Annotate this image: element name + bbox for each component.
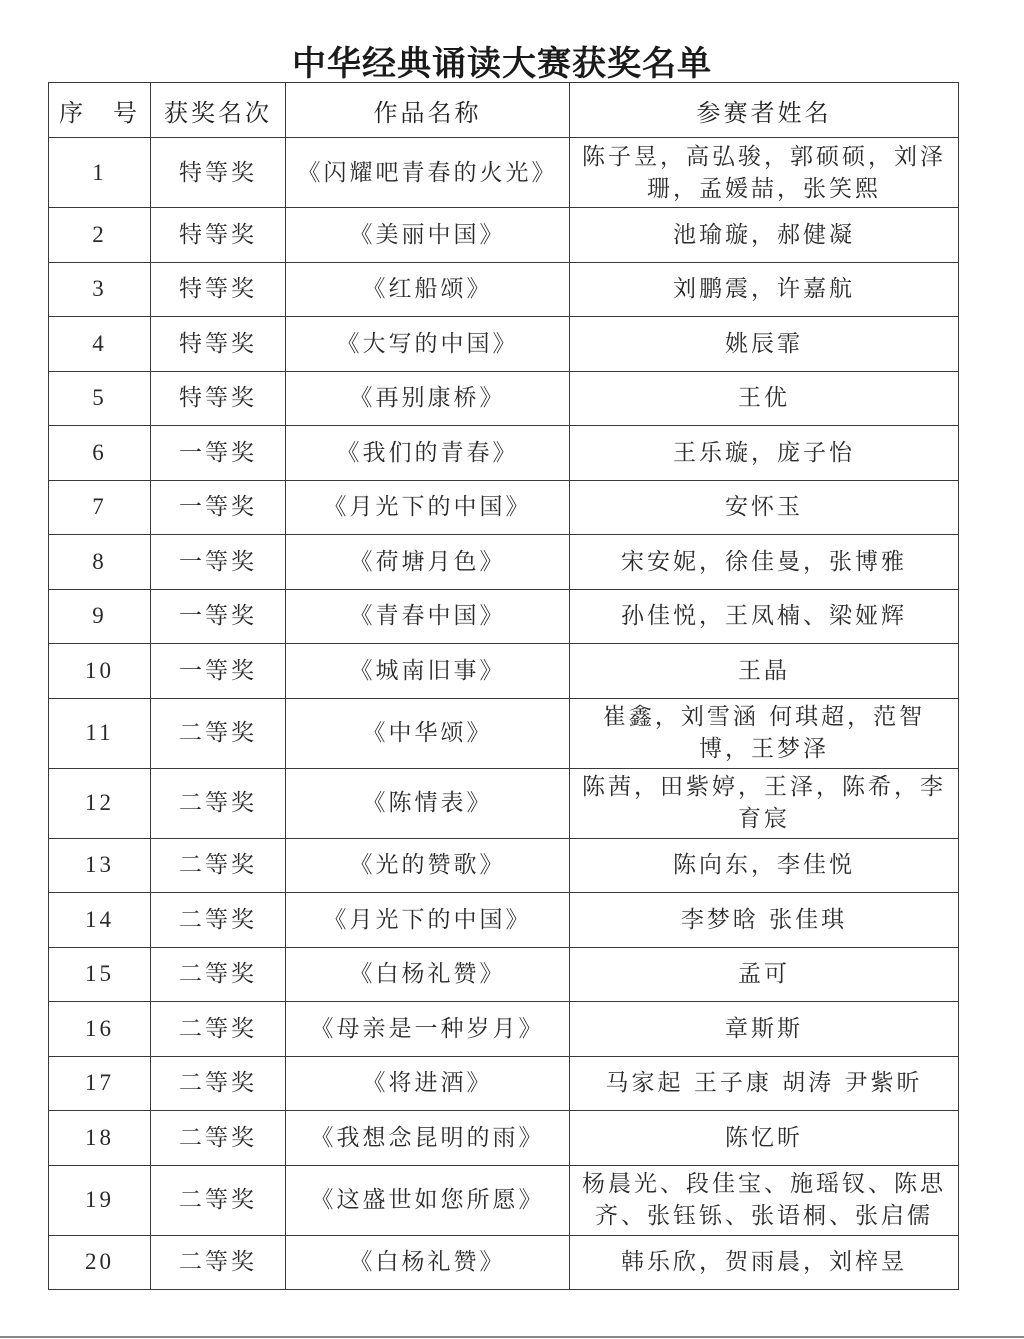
row-work-title: 《荷塘月色》 xyxy=(286,535,570,590)
row-work-title: 《我想念昆明的雨》 xyxy=(286,1111,570,1166)
header-number: 序 号 xyxy=(49,83,151,138)
row-participants: 李梦晗 张佳琪 xyxy=(570,893,959,948)
row-rank: 一等奖 xyxy=(151,535,286,590)
table-row xyxy=(49,138,959,208)
row-work-title: 《光的赞歌》 xyxy=(286,838,570,893)
row-work-title: 《陈情表》 xyxy=(286,768,570,838)
row-work-title: 《白杨礼赞》 xyxy=(286,1235,570,1290)
table-row xyxy=(49,1165,959,1235)
table-row xyxy=(49,838,959,893)
row-rank: 一等奖 xyxy=(151,426,286,481)
row-rank: 二等奖 xyxy=(151,1111,286,1166)
row-work-title: 《城南旧事》 xyxy=(286,644,570,699)
table-row xyxy=(49,262,959,317)
row-number: 12 xyxy=(49,768,151,838)
row-rank: 一等奖 xyxy=(151,644,286,699)
row-rank: 二等奖 xyxy=(151,1235,286,1290)
row-work-title: 《母亲是一种岁月》 xyxy=(286,1002,570,1057)
row-participants: 孟可 xyxy=(570,947,959,1002)
row-work-title: 《我们的青春》 xyxy=(286,426,570,481)
row-work-title: 《红船颂》 xyxy=(286,262,570,317)
row-number: 3 xyxy=(49,262,151,317)
row-participants: 陈向东，李佳悦 xyxy=(570,838,959,893)
row-work-title: 《月光下的中国》 xyxy=(286,893,570,948)
header-work-title: 作品名称 xyxy=(286,83,570,138)
row-number: 6 xyxy=(49,426,151,481)
table-row xyxy=(49,1002,959,1057)
row-work-title: 《闪耀吧青春的火光》 xyxy=(286,138,570,208)
row-number: 10 xyxy=(49,644,151,699)
table-row xyxy=(49,426,959,481)
row-participants: 陈忆昕 xyxy=(570,1111,959,1166)
row-work-title: 《中华颂》 xyxy=(286,698,570,768)
table-row xyxy=(49,1056,959,1111)
row-participants: 安怀玉 xyxy=(570,480,959,535)
row-rank: 二等奖 xyxy=(151,838,286,893)
row-participants: 孙佳悦，王凤楠、梁娅辉 xyxy=(570,589,959,644)
row-participants: 池瑜璇，郝健凝 xyxy=(570,208,959,263)
table-header-row xyxy=(49,83,959,138)
row-rank: 一等奖 xyxy=(151,589,286,644)
row-participants: 陈子昱，高弘骏，郭硕硕，刘泽珊，孟媛喆，张笑熙 xyxy=(570,138,959,208)
row-participants: 韩乐欣，贺雨晨，刘梓昱 xyxy=(570,1235,959,1290)
table-row xyxy=(49,480,959,535)
row-number: 11 xyxy=(49,698,151,768)
row-rank: 二等奖 xyxy=(151,698,286,768)
row-number: 16 xyxy=(49,1002,151,1057)
row-participants: 马家起 王子康 胡涛 尹紫昕 xyxy=(570,1056,959,1111)
row-participants: 刘鹏震，许嘉航 xyxy=(570,262,959,317)
table-row xyxy=(49,317,959,372)
page-bottom-border xyxy=(0,1336,1024,1338)
row-number: 14 xyxy=(49,893,151,948)
row-number: 20 xyxy=(49,1235,151,1290)
page-title: 中华经典诵读大赛获奖名单 xyxy=(292,44,712,84)
row-number: 8 xyxy=(49,535,151,590)
table-row xyxy=(49,698,959,768)
row-work-title: 《大写的中国》 xyxy=(286,317,570,372)
row-rank: 二等奖 xyxy=(151,893,286,948)
row-rank: 二等奖 xyxy=(151,768,286,838)
row-rank: 二等奖 xyxy=(151,1165,286,1235)
row-rank: 特等奖 xyxy=(151,208,286,263)
row-number: 2 xyxy=(49,208,151,263)
table-row xyxy=(49,589,959,644)
header-participants: 参赛者姓名 xyxy=(570,83,959,138)
row-participants: 王乐璇，庞子怡 xyxy=(570,426,959,481)
row-rank: 特等奖 xyxy=(151,262,286,317)
row-rank: 特等奖 xyxy=(151,138,286,208)
row-number: 4 xyxy=(49,317,151,372)
row-number: 9 xyxy=(49,589,151,644)
row-rank: 特等奖 xyxy=(151,317,286,372)
row-rank: 二等奖 xyxy=(151,1056,286,1111)
row-participants: 杨晨光、段佳宝、施瑶钗、陈思齐、张钰铄、张语桐、张启儒 xyxy=(570,1165,959,1235)
table-row xyxy=(49,1235,959,1290)
row-participants: 王晶 xyxy=(570,644,959,699)
table-row xyxy=(49,768,959,838)
row-participants: 崔鑫，刘雪涵 何琪超，范智博，王梦泽 xyxy=(570,698,959,768)
row-number: 13 xyxy=(49,838,151,893)
row-number: 1 xyxy=(49,138,151,208)
row-work-title: 《青春中国》 xyxy=(286,589,570,644)
table-row xyxy=(49,947,959,1002)
row-work-title: 《月光下的中国》 xyxy=(286,480,570,535)
row-number: 18 xyxy=(49,1111,151,1166)
row-participants: 宋安妮，徐佳曼，张博雅 xyxy=(570,535,959,590)
row-rank: 二等奖 xyxy=(151,947,286,1002)
header-rank: 获奖名次 xyxy=(151,83,286,138)
table-row xyxy=(49,371,959,426)
row-participants: 陈茜，田紫婷，王泽，陈希，李育宸 xyxy=(570,768,959,838)
row-participants: 姚辰霏 xyxy=(570,317,959,372)
row-number: 17 xyxy=(49,1056,151,1111)
row-work-title: 《白杨礼赞》 xyxy=(286,947,570,1002)
row-work-title: 《这盛世如您所愿》 xyxy=(286,1165,570,1235)
table-row xyxy=(49,1111,959,1166)
row-work-title: 《将进酒》 xyxy=(286,1056,570,1111)
row-number: 5 xyxy=(49,371,151,426)
row-number: 19 xyxy=(49,1165,151,1235)
row-participants: 章斯斯 xyxy=(570,1002,959,1057)
row-work-title: 《再别康桥》 xyxy=(286,371,570,426)
row-rank: 特等奖 xyxy=(151,371,286,426)
row-rank: 二等奖 xyxy=(151,1002,286,1057)
row-participants: 王优 xyxy=(570,371,959,426)
row-number: 15 xyxy=(49,947,151,1002)
row-rank: 一等奖 xyxy=(151,480,286,535)
row-work-title: 《美丽中国》 xyxy=(286,208,570,263)
table-row xyxy=(49,535,959,590)
row-number: 7 xyxy=(49,480,151,535)
table-row xyxy=(49,644,959,699)
award-list-table xyxy=(48,82,959,1290)
table-row xyxy=(49,893,959,948)
table-row xyxy=(49,208,959,263)
